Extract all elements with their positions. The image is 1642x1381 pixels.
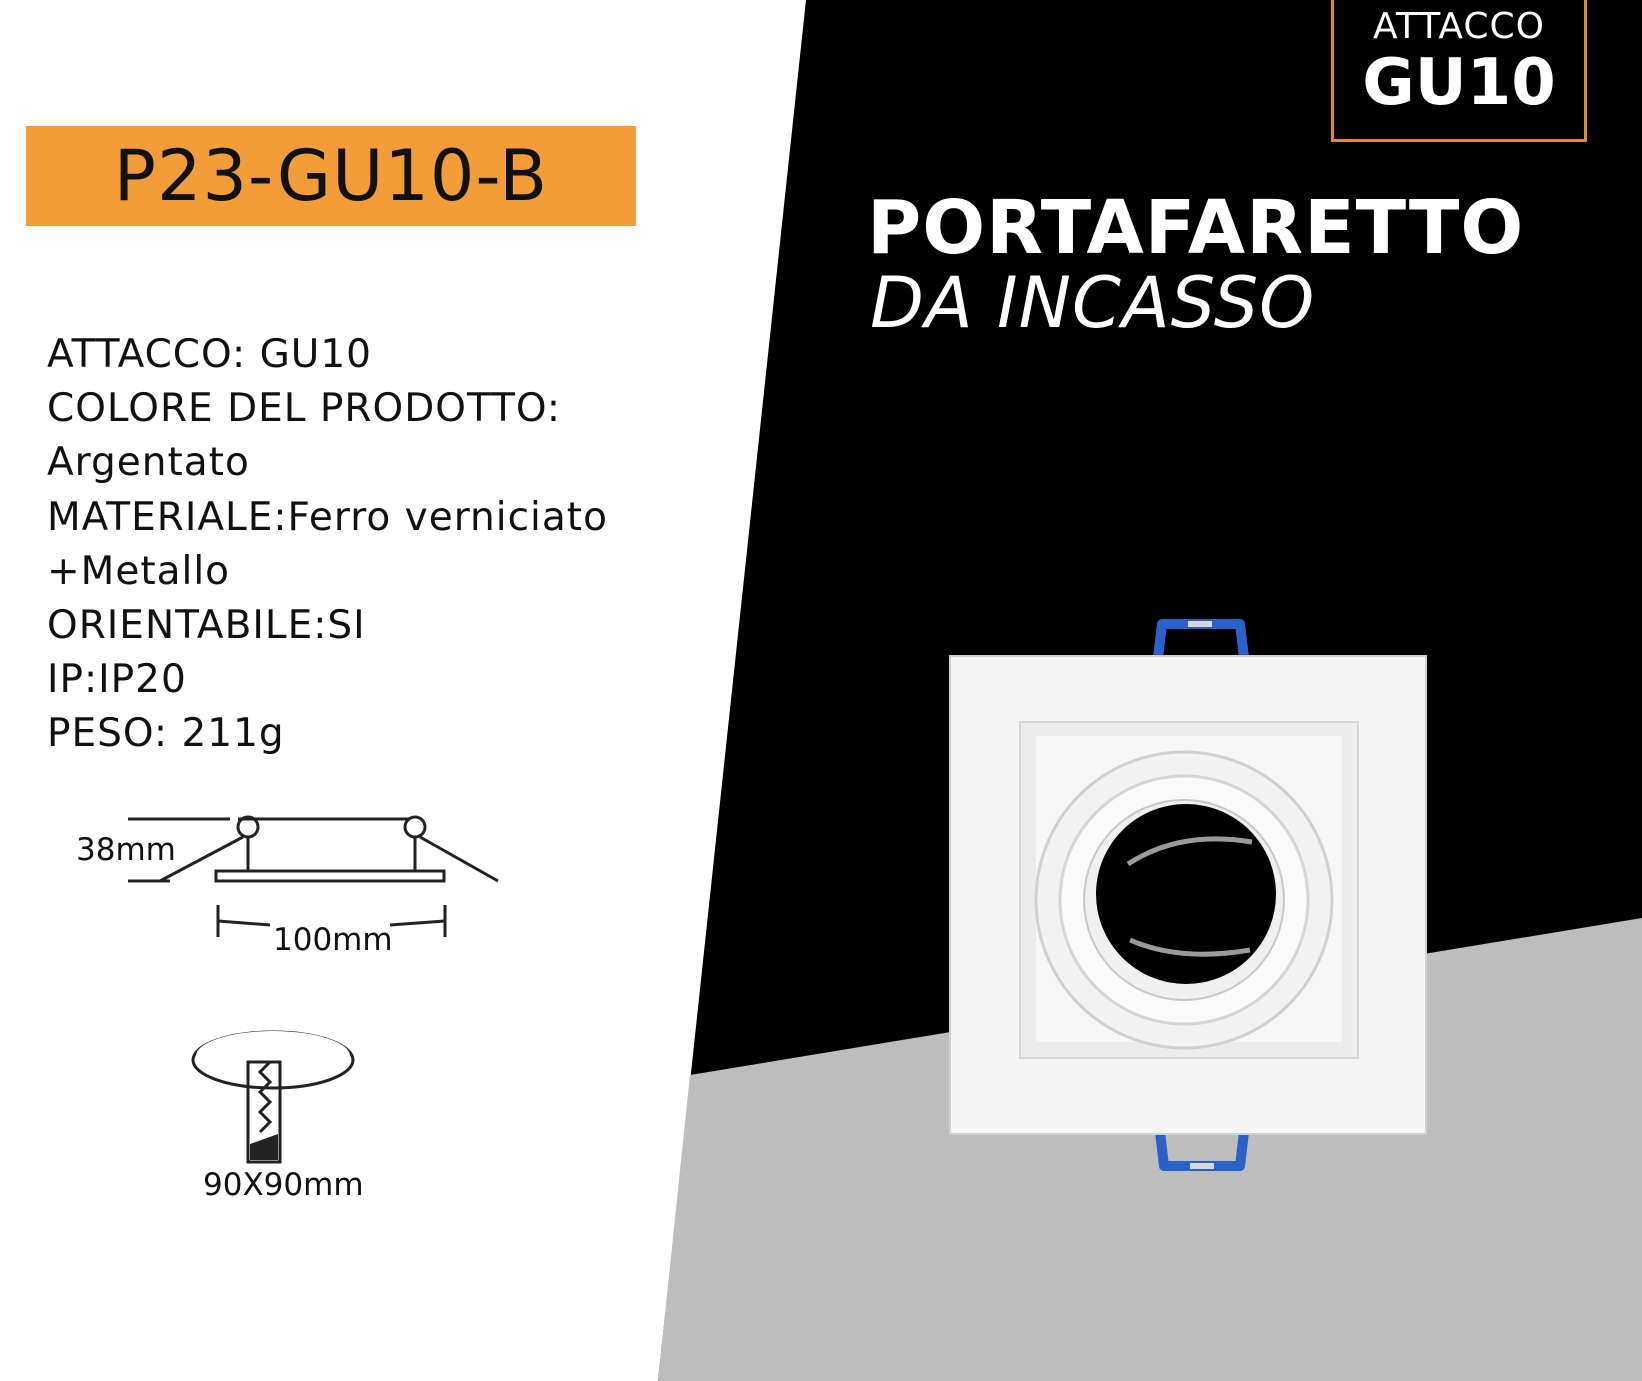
product-image [940, 610, 1440, 1180]
socket-badge-value: GU10 [1362, 46, 1556, 120]
spec-line: PESO: 211g [47, 711, 285, 757]
product-code: P23-GU10-B [113, 135, 549, 217]
spec-line: Argentato [47, 440, 250, 486]
product-title: PORTAFARETTO [867, 185, 1525, 271]
cutout-dimension-label: 90X90mm [203, 1167, 364, 1203]
spec-list [47, 328, 608, 762]
socket-badge-label: ATTACCO [1373, 6, 1545, 47]
cutout-saw-icon [188, 1022, 358, 1172]
product-code-banner [26, 126, 636, 226]
socket-badge [1331, 0, 1587, 142]
height-dimension-label: 38mm [76, 832, 176, 868]
spec-line: ATTACCO: GU10 [47, 332, 372, 377]
product-subtitle: DA INCASSO [870, 262, 1316, 344]
spec-line: +Metallo [47, 548, 231, 594]
spec-line: MATERIALE:Ferro verniciato [47, 494, 608, 540]
width-dimension-label: 100mm [273, 922, 393, 958]
spec-line: COLORE DEL PRODOTTO: [47, 386, 562, 432]
spec-line: ORIENTABILE:SI [47, 603, 366, 649]
spec-line: IP:IP20 [47, 657, 187, 703]
